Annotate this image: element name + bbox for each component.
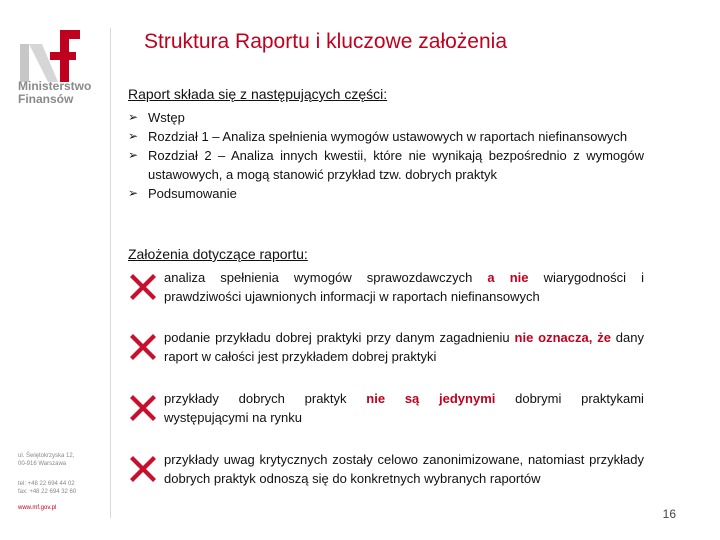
assumptions-heading: Założenia dotyczące raportu: bbox=[128, 246, 308, 262]
list-item bbox=[128, 184, 644, 203]
assumption-2-emph: nie oznacza, że bbox=[514, 330, 611, 345]
assumption-3-e2: są bbox=[404, 391, 420, 406]
assumption-1-emph-a: a bbox=[487, 270, 495, 285]
address-block bbox=[18, 452, 74, 468]
address-tel: tel: +48 22 694 44 02 bbox=[18, 481, 75, 487]
assumption-2-post: dany raport w całości jest przykładem dobrej praktyki bbox=[164, 330, 644, 364]
ministry-logo-icon bbox=[20, 30, 80, 82]
assumption-text bbox=[164, 268, 644, 306]
assumption-3-line2: występującymi na rynku bbox=[164, 410, 302, 425]
assumption-1-post: wiarygodności i prawdziwości ujawnionych informacji w raportach niefinansowych bbox=[164, 270, 644, 304]
parts-heading: Raport składa się z następujących części: bbox=[128, 86, 388, 102]
part-text: Rozdział 2 – Analiza innych kwestii, które nie wynikają bezpośrednio z wymogów ustawowych, a mogą stanowić przykład tzw. dobrych praktyk bbox=[148, 148, 644, 182]
assumption-1-pre: analiza spełnienia wymogów sprawozdawczych bbox=[164, 270, 473, 285]
x-mark-icon bbox=[128, 454, 158, 484]
list-item bbox=[128, 127, 644, 146]
assumption-1-emph-nie: nie bbox=[509, 270, 529, 285]
assumption-3-w4: dobrymi bbox=[515, 391, 562, 406]
list-item bbox=[128, 108, 644, 127]
address-city: 00-916 Warszawa bbox=[18, 461, 67, 467]
assumption-3-line1 bbox=[164, 389, 644, 408]
vertical-divider bbox=[110, 28, 111, 518]
x-mark-icon bbox=[128, 393, 158, 423]
arrow-bullet-icon: ➢ bbox=[128, 129, 139, 143]
assumption-3-w5: praktykami bbox=[581, 391, 644, 406]
assumption-3-w2: dobrych bbox=[238, 391, 285, 406]
part-text: Wstęp bbox=[148, 110, 185, 125]
address-street: ul. Świętokrzyska 12, bbox=[18, 453, 75, 459]
website-link[interactable]: www.mf.gov.pl bbox=[18, 505, 57, 511]
x-mark-icon bbox=[128, 272, 158, 302]
assumption-2-pre: podanie przykładu dobrej praktyki przy danym zagadnieniu bbox=[164, 330, 510, 345]
ministry-line1: Ministerstwo bbox=[18, 79, 92, 93]
assumption-3-w3: praktyk bbox=[304, 391, 347, 406]
arrow-bullet-icon: ➢ bbox=[128, 186, 139, 200]
page-title: Struktura Raportu i kluczowe założenia bbox=[144, 30, 508, 53]
list-item bbox=[128, 146, 644, 184]
ministry-line2: Finansów bbox=[18, 92, 74, 106]
arrow-bullet-icon: ➢ bbox=[128, 148, 139, 162]
assumption-text bbox=[164, 328, 644, 366]
address-fax: fax: +48 22 694 32 60 bbox=[18, 489, 77, 495]
part-text: Rozdział 1 – Analiza spełnienia wymogów ustawowych w raportach niefinansowych bbox=[148, 129, 628, 144]
contact-block bbox=[18, 480, 76, 496]
assumption-text bbox=[164, 389, 644, 427]
part-text: Podsumowanie bbox=[148, 186, 237, 201]
assumption-3-e1: nie bbox=[366, 391, 386, 406]
page-number: 16 bbox=[662, 507, 676, 521]
assumption-3-w1: przykłady bbox=[164, 391, 219, 406]
parts-list bbox=[128, 108, 644, 203]
arrow-bullet-icon: ➢ bbox=[128, 110, 139, 124]
ministry-name bbox=[18, 80, 91, 106]
assumption-3-e3: jedynymi bbox=[439, 391, 496, 406]
x-mark-icon bbox=[128, 332, 158, 362]
assumption-text: przykłady uwag krytycznych zostały celowo zanonimizowane, natomiast przykłady dobrych praktyk odnoszą się do konkretnych wybranych raportów bbox=[164, 452, 644, 486]
